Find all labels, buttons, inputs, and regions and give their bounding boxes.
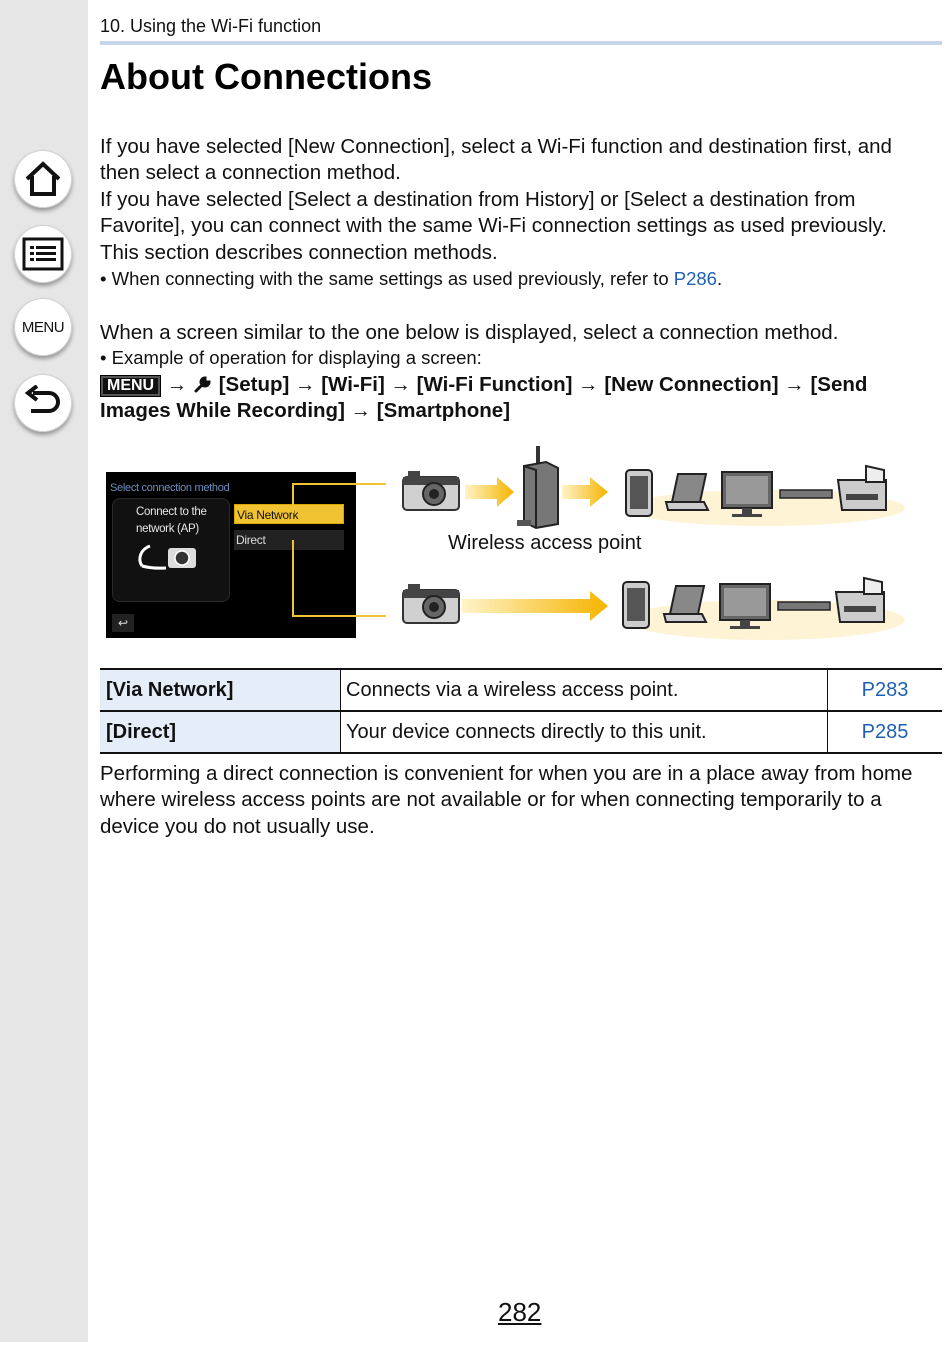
menu-path-text-1: [Setup] → [Wi-Fi] → [Wi-Fi Function] → [New Connection] → [Send — [218, 373, 868, 396]
arrow-to-access-point — [465, 477, 514, 507]
arrow-to-devices-top — [562, 477, 608, 507]
path-arrow: → — [166, 373, 188, 396]
example-line: • Example of operation for displaying a screen: — [100, 347, 482, 368]
intro-line-4: Favorite], you can connect with the same Wi-Fi connection settings as used previously. — [100, 214, 887, 237]
row-label: [Direct] — [100, 711, 341, 753]
recorder-bottom-icon — [778, 602, 830, 610]
camera-bottom-icon — [403, 584, 459, 623]
screen-back-button[interactable]: ↩ — [112, 614, 134, 632]
access-point-label: Wireless access point — [448, 532, 642, 554]
callout-lines — [293, 484, 386, 616]
laptop-top-icon — [666, 474, 708, 510]
connection-methods-table — [100, 668, 942, 754]
menu-label: MENU — [21, 318, 65, 336]
chapter-heading: 10. Using the Wi-Fi function — [100, 16, 322, 36]
access-point-icon — [517, 446, 558, 528]
recorder-top-icon — [780, 490, 832, 498]
p283-link[interactable]: P283 — [828, 669, 943, 711]
via-network-option[interactable]: Via Network — [234, 504, 344, 524]
intro-line-2: then select a connection method. — [100, 161, 401, 184]
footer-line-1: Performing a direct connection is convenient for when you are in a place away from home — [100, 762, 913, 785]
table-row — [100, 711, 942, 753]
instruction-line: When a screen similar to the one below is displayed, select a connection method. — [100, 321, 839, 344]
connection-diagram — [0, 0, 950, 660]
smartphone-top-icon — [626, 470, 652, 516]
note-suffix: . — [716, 268, 723, 289]
page-number: 282 — [498, 1297, 542, 1327]
intro-line-5: This section describes connection methods. — [100, 241, 498, 264]
row-description: Your device connects directly to this unit. — [341, 711, 828, 753]
sidebar-footer — [0, 1342, 88, 1364]
menu-badge: MENU — [100, 375, 161, 397]
printer-top-icon — [838, 466, 886, 510]
arrow-direct — [462, 591, 608, 621]
direct-option[interactable]: Direct — [234, 530, 344, 550]
menu-path-line-2: Images While Recording] → [Smartphone] — [100, 399, 511, 422]
p285-link[interactable]: P285 — [828, 711, 943, 753]
page-title: About Connections — [100, 56, 432, 97]
p286-link[interactable]: P286 — [673, 268, 717, 289]
smartphone-bottom-icon — [623, 582, 649, 628]
table-row — [100, 669, 942, 711]
row-label: [Via Network] — [100, 669, 341, 711]
row-description: Connects via a wireless access point. — [341, 669, 828, 711]
intro-line-1: If you have selected [New Connection], select a Wi-Fi function and destination first, and — [100, 135, 892, 158]
camera-top-icon — [403, 471, 459, 510]
note-text: • When connecting with the same settings as used previously, refer to — [100, 268, 674, 289]
laptop-bottom-icon — [664, 586, 706, 622]
printer-bottom-icon — [836, 578, 884, 622]
screen-title: Select connection method — [110, 482, 230, 494]
connect-text: Connect to the network (AP) — [136, 506, 207, 535]
footer-line-2: where wireless access points are not available or for when connecting temporarily to a — [100, 788, 882, 811]
footer-line-3: device you do not usually use. — [100, 815, 375, 838]
intro-line-3: If you have selected [Select a destination from History] or [Select a destination from — [100, 188, 856, 211]
